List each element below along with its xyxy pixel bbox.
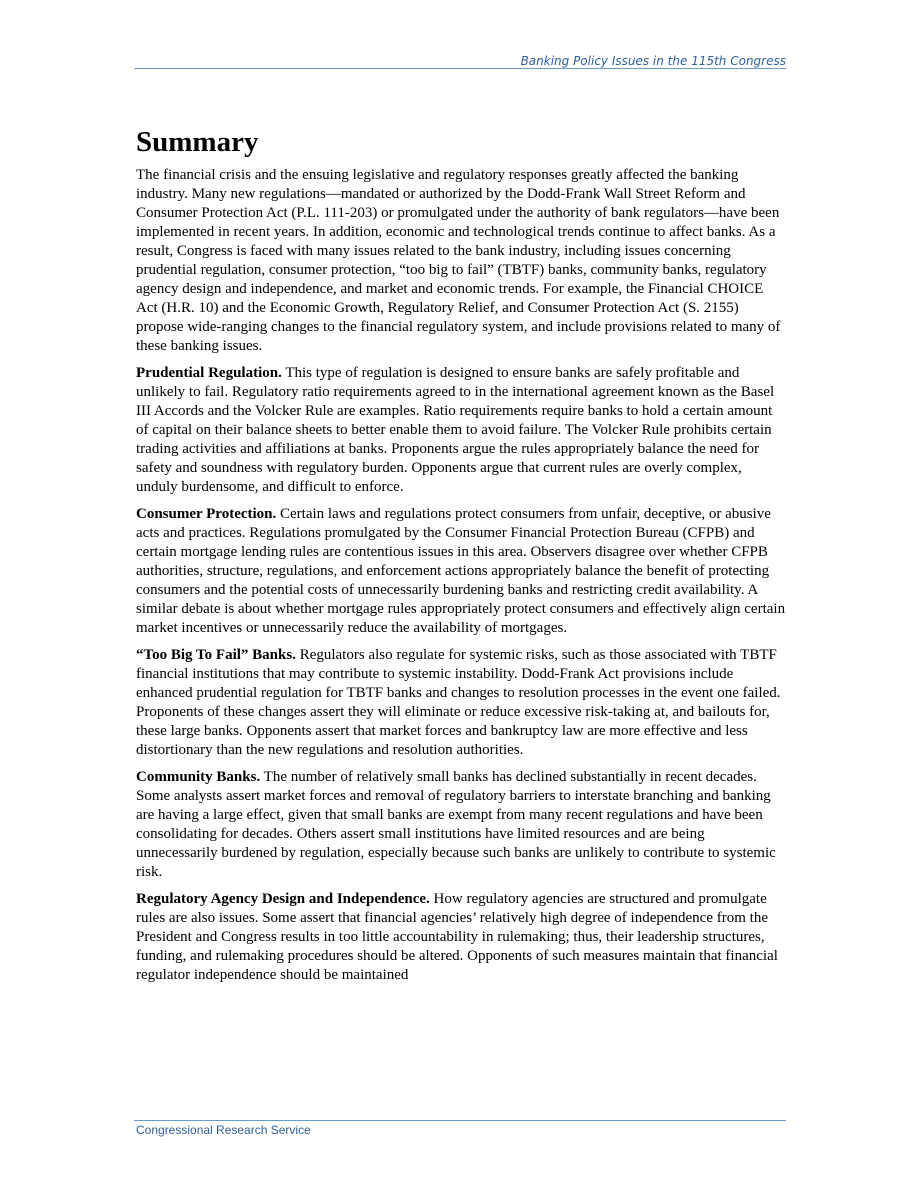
section-heading: “Too Big To Fail” Banks. <box>136 647 296 663</box>
section-text: The number of relatively small banks has declined substantially in recent decades. Some analysts assert market forces and removal of regulatory barriers to interstate branching and banking are having a large effect, given that small banks are exempt from many recent regulations and have been consolidating for decades. Others assert small institutions have limited resources and are being unnecessarily burdened by regulation, especially because such banks are unlikely to contribute to systemic risk. <box>136 769 776 880</box>
section-community-banks <box>136 768 786 882</box>
section-regulatory-agency-design <box>136 890 786 985</box>
page-title: Summary <box>136 126 259 158</box>
section-consumer-protection <box>136 505 786 638</box>
footer-org: Congressional Research Service <box>136 1123 311 1137</box>
section-heading: Consumer Protection. <box>136 506 277 522</box>
header-rule <box>134 68 786 69</box>
section-heading: Prudential Regulation. <box>136 365 282 381</box>
section-heading: Community Banks. <box>136 769 261 785</box>
running-header: Banking Policy Issues in the 115th Congress <box>520 54 786 68</box>
section-prudential-regulation <box>136 364 786 497</box>
section-text: How regulatory agencies are structured and promulgate rules are also issues. Some assert that financial agencies’ relatively high degree of independence from the President and Congress results in too little accountability in rulemaking; thus, their leadership structures, funding, and rulemaking procedures should be altered. Opponents of such measures maintain that financial regulator independence should be maintained <box>136 891 778 983</box>
section-text: Regulators also regulate for systemic risks, such as those associated with TBTF financial institutions that may contribute to systemic instability. Dodd-Frank Act provisions include enhanced prudential regulation for TBTF banks and changes to resolution processes in the event one failed. Proponents of these changes assert they will eliminate or reduce excessive risk-taking at, and bailouts for, these large banks. Opponents assert that market forces and bankruptcy law are more effective and less distortionary than the new regulations and resolution authorities. <box>136 647 781 758</box>
section-heading: Regulatory Agency Design and Independence. <box>136 891 430 907</box>
footer-rule <box>134 1120 786 1121</box>
intro-paragraph: The financial crisis and the ensuing legislative and regulatory responses greatly affected the banking industry. Many new regulations—mandated or authorized by the Dodd-Frank Wall Street Reform and Consumer Protection Act (P.L. 111-203) or promulgated under the authority of bank regulators—have been implemented in recent years. In addition, economic and technological trends continue to affect banks. As a result, Congress is faced with many issues related to the bank industry, including issues concerning prudential regulation, consumer protection, “too big to fail” (TBTF) banks, community banks, regulatory agency design and independence, and market and economic trends. For example, the Financial CHOICE Act (H.R. 10) and the Economic Growth, Regulatory Relief, and Consumer Protection Act (S. 2155) propose wide-ranging changes to the financial regulatory system, and include provisions related to many of these banking issues. <box>136 167 781 354</box>
section-text: Certain laws and regulations protect consumers from unfair, deceptive, or abusive acts and practices. Regulations promulgated by the Consumer Financial Protection Bureau (CFPB) and certain mortgage lending rules are contentious issues in this area. Observers disagree over whether CFPB authorities, structure, regulations, and enforcement actions appropriately balance the benefit of protecting consumers and the potential costs of unnecessarily burdening banks and restricting credit availability. A similar debate is about whether mortgage rules appropriately protect consumers and effectively align certain market incentives or unnecessarily reduce the availability of mortgages. <box>136 506 786 636</box>
document-body <box>136 124 786 993</box>
section-text: This type of regulation is designed to ensure banks are safely profitable and unlikely to fail. Regulatory ratio requirements agreed to in the international agreement known as the Basel III Accords and the Volcker Rule are examples. Ratio requirements require banks to hold a certain amount of capital on their balance sheets to better enable them to avoid failure. The Volcker Rule prohibits certain trading activities and affiliations at banks. Proponents argue the rules appropriately balance the need for safety and soundness with regulatory burden. Opponents argue that current rules are overly complex, unduly burdensome, and difficult to enforce. <box>136 365 775 495</box>
section-too-big-to-fail <box>136 646 786 760</box>
